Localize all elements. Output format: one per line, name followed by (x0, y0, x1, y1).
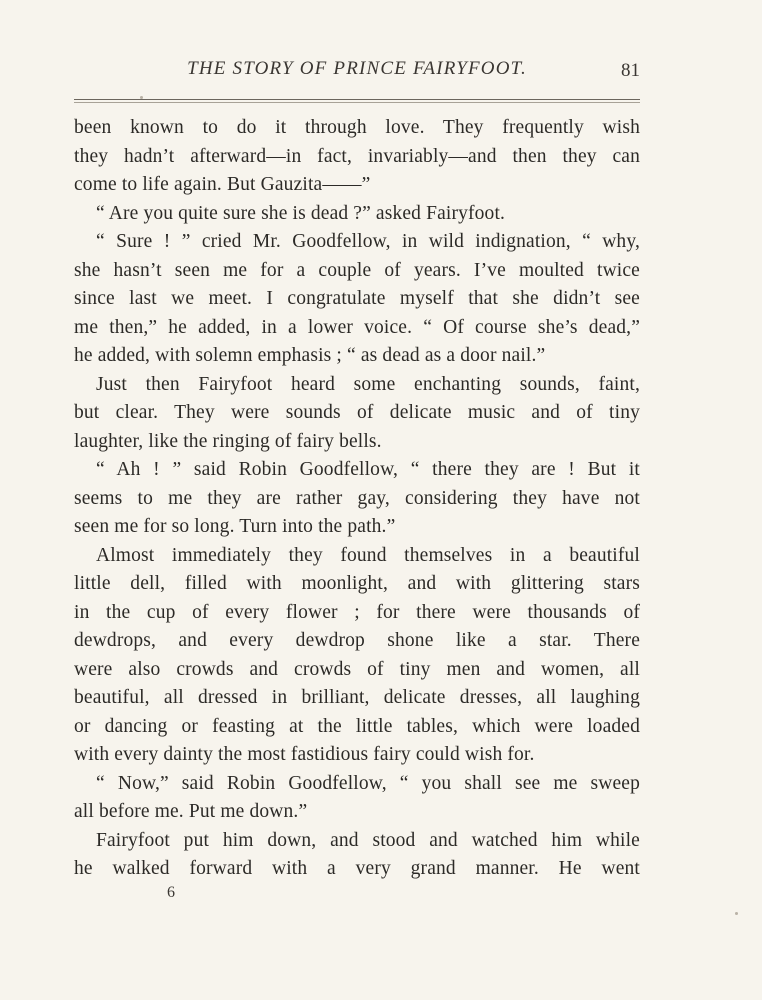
text-line: Almost immediately they found themselves in a beautiful (96, 544, 640, 566)
text-line: me then,” he added, in a lower voice. “ Of course she’s dead,” (74, 316, 640, 338)
signature-mark: 6 (167, 884, 175, 901)
running-title: THE STORY OF PRINCE FAIRYFOOT. (187, 58, 527, 79)
text-line: with every dainty the most fastidious fairy could wish for. (74, 744, 535, 765)
text-line: they hadn’t afterward—in fact, invariably—and then they can (74, 145, 640, 167)
text-line: “ Are you quite sure she is dead ?” asked Fairyfoot. (96, 202, 506, 224)
running-head (74, 58, 640, 88)
text-line: he added, with solemn emphasis ; “ as dead as a door nail.” (74, 345, 546, 366)
text-line: or dancing or feasting at the little tables, which were loaded (74, 715, 640, 737)
text-line: since last we meet. I congratulate myself that she didn’t see (74, 288, 640, 309)
text-line: he walked forward with a very grand manner. He went (74, 858, 640, 879)
body-text (74, 114, 640, 884)
text-line: seen me for so long. Turn into the path.” (74, 516, 396, 537)
paper-speck (735, 912, 738, 915)
text-line: were also crowds and crowds of tiny men and women, all (74, 658, 640, 680)
text-line: dewdrops, and every dewdrop shone like a star. There (74, 630, 640, 651)
text-line: “ Ah ! ” said Robin Goodfellow, “ there they are ! But it (96, 459, 640, 480)
text-line: come to life again. But Gauzita——” (74, 174, 371, 195)
header-rule-lower (74, 102, 640, 103)
text-line: laughter, like the ringing of fairy bells. (74, 430, 382, 452)
text-line: all before me. Put me down.” (74, 801, 308, 822)
text-line: but clear. They were sounds of delicate music and of tiny (74, 402, 640, 423)
text-line: Just then Fairyfoot heard some enchanting sounds, faint, (96, 373, 640, 395)
text-line: “ Now,” said Robin Goodfellow, “ you shall see me sweep (96, 772, 640, 794)
text-line: she hasn’t seen me for a couple of years. I’ve moulted twice (74, 259, 640, 281)
text-line: seems to me they are rather gay, considering they have not (74, 487, 640, 509)
header-rule (74, 99, 640, 100)
text-line: little dell, filled with moonlight, and with glittering stars (74, 573, 640, 594)
text-line: Fairyfoot put him down, and stood and watched him while (96, 829, 640, 851)
text-line: beautiful, all dressed in brilliant, delicate dresses, all laughing (74, 687, 640, 708)
page-number: 81 (621, 60, 640, 81)
text-line: been known to do it through love. They frequently wish (74, 117, 640, 138)
text-line: in the cup of every flower ; for there were thousands of (74, 601, 640, 623)
paper-speck (140, 96, 143, 99)
text-line: “ Sure ! ” cried Mr. Goodfellow, in wild indignation, “ why, (96, 231, 640, 252)
